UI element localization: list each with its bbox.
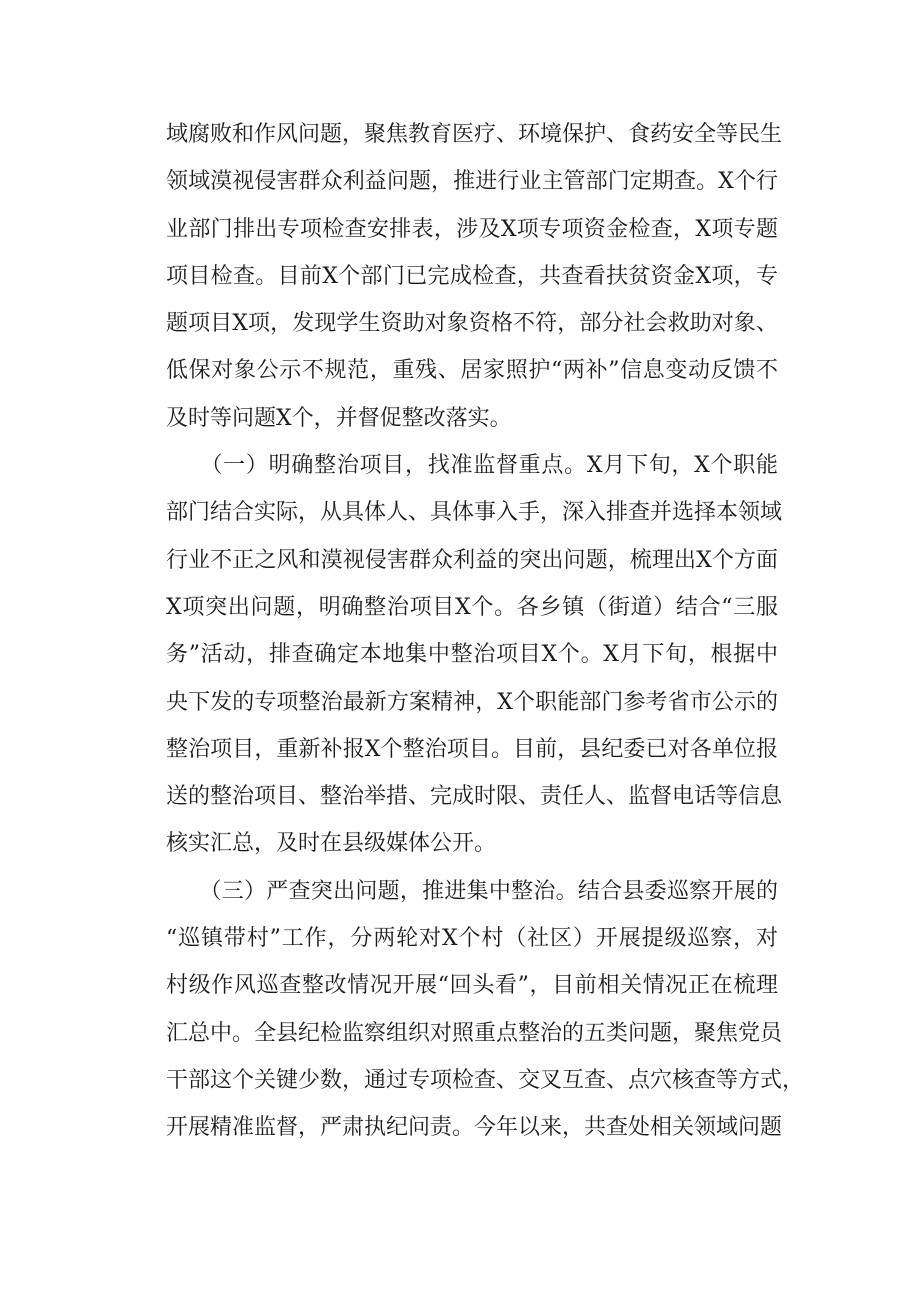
text-line: 领域漠视侵害群众利益问题，推进行业主管部门定期查。X个行 (166, 169, 778, 195)
text-line: 送的整治项目、整治举措、完成时限、责任人、监督电话等信息 (166, 784, 783, 810)
text-line: 开展精准监督，严肃执纪问责。今年以来，共查处相关领域问题 (166, 1115, 783, 1141)
text-line: “巡镇带村”工作，分两轮对X个村（社区）开展提级巡察，对 (166, 926, 778, 952)
paragraph-3 (166, 868, 805, 1152)
paragraph-1 (166, 111, 783, 442)
section-heading-line: （三）严查突出问题，推进集中整治。结合县委巡察开展的 (166, 878, 778, 904)
text-line: 低保对象公示不规范，重残、居家照护“两补”信息变动反馈不 (166, 358, 778, 384)
text-line: 核实汇总，及时在县级媒体公开。 (166, 831, 497, 857)
text-line: 干部这个关键少数，通过专项检查、交叉互查、点穴核查等方式， (166, 1067, 805, 1093)
text-line: 务”活动，排查确定本地集中整治项目X个。X月下旬，根据中 (166, 642, 778, 668)
text-line: 题项目X项，发现学生资助对象资格不符，部分社会救助对象、 (166, 311, 778, 337)
text-line: 部门结合实际，从具体人、具体事入手，深入排查并选择本领域 (166, 500, 783, 526)
text-line: 村级作风巡查整改情况开展“回头看”，目前相关情况正在梳理 (166, 973, 778, 999)
text-line: 汇总中。全县纪检监察组织对照重点整治的五类问题，聚焦党员 (166, 1020, 783, 1046)
text-line: 整治项目，重新补报X个整治项目。目前，县纪委已对各单位报 (166, 736, 778, 762)
document-body (166, 111, 805, 1152)
text-line: 央下发的专项整治最新方案精神，X个职能部门参考省市公示的 (166, 689, 778, 715)
paragraph-2 (166, 442, 783, 868)
text-line: 行业不正之风和漠视侵害群众利益的突出问题，梳理出X个方面 (166, 547, 778, 573)
section-heading-line: （一）明确整治项目，找准监督重点。X月下旬，X个职能 (166, 453, 778, 479)
text-line: 域腐败和作风问题，聚焦教育医疗、环境保护、食药安全等民生 (166, 122, 783, 147)
text-line: X项突出问题，明确整治项目X个。各乡镇（街道）结合“三服 (166, 594, 778, 620)
text-line: 项目检查。目前X个部门已完成检查，共查看扶贫资金X项，专 (166, 263, 778, 289)
text-line: 业部门排出专项检查安排表，涉及X项专项资金检查，X项专题 (166, 216, 778, 242)
text-line: 及时等问题X个，并督促整改落实。 (166, 405, 512, 431)
